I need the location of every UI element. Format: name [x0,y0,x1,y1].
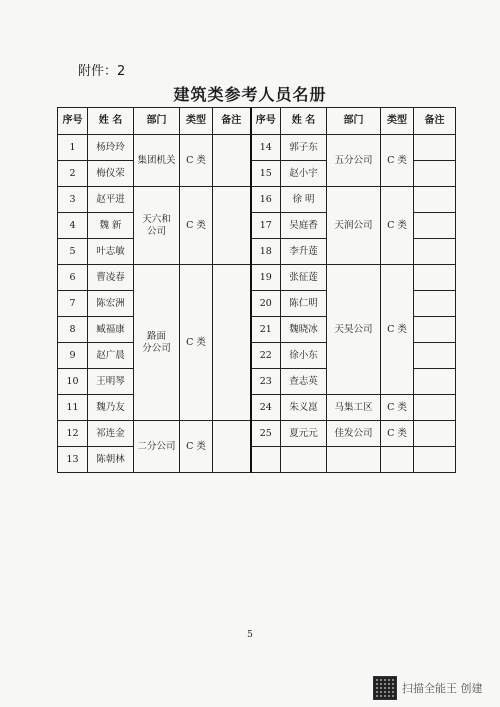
row-name: 陈朝林 [88,447,134,473]
dept-cell: 佳发公司 [327,421,381,447]
table-row [58,187,456,213]
row-no: 25 [251,421,281,447]
note-cell [414,317,456,343]
empty-cell [251,447,281,473]
row-name: 夏元元 [281,421,327,447]
note-cell [414,161,456,187]
row-no: 5 [58,239,88,265]
row-name: 朱义崑 [281,395,327,421]
type-cell: C 类 [180,135,213,187]
header-type-left: 类型 [180,108,213,135]
row-name: 徐小东 [281,343,327,369]
row-name: 叶志敏 [88,239,134,265]
empty-cell [281,447,327,473]
note-cell [414,369,456,395]
dept-cell: 天昊公司 [327,265,381,395]
empty-cell [327,447,381,473]
row-no: 15 [251,161,281,187]
header-type-right: 类型 [381,108,414,135]
note-cell [414,421,456,447]
header-dept-right: 部门 [327,108,381,135]
row-no: 22 [251,343,281,369]
header-note-right: 备注 [414,108,456,135]
dept-cell: 二分公司 [134,421,180,473]
row-no: 4 [58,213,88,239]
type-cell: C 类 [381,421,414,447]
row-name: 魏 新 [88,213,134,239]
type-cell: C 类 [381,395,414,421]
note-cell [414,343,456,369]
row-name: 魏乃友 [88,395,134,421]
roster-table [57,107,456,473]
note-cell [414,395,456,421]
row-name: 曹凌春 [88,265,134,291]
row-name: 查志英 [281,369,327,395]
qr-code-icon [373,676,397,700]
row-name: 王明琴 [88,369,134,395]
dept-cell: 马集工区 [327,395,381,421]
note-cell [414,239,456,265]
row-no: 10 [58,369,88,395]
row-no: 3 [58,187,88,213]
table-row [58,395,456,421]
row-name: 吴庭香 [281,213,327,239]
row-no: 8 [58,317,88,343]
note-cell [414,291,456,317]
dept-cell: 五分公司 [327,135,381,187]
row-name: 张征莲 [281,265,327,291]
row-name: 李升莲 [281,239,327,265]
row-name: 杨玲玲 [88,135,134,161]
type-cell: C 类 [180,421,213,473]
header-name-right: 姓 名 [281,108,327,135]
row-no: 17 [251,213,281,239]
dept-cell: 天润公司 [327,187,381,265]
header-no-left: 序号 [58,108,88,135]
row-name: 赵广晨 [88,343,134,369]
dept-cell: 路面 分公司 [134,265,180,421]
row-no: 21 [251,317,281,343]
dept-cell: 集团机关 [134,135,180,187]
row-no: 20 [251,291,281,317]
note-cell [213,187,251,265]
row-no: 7 [58,291,88,317]
type-cell: C 类 [381,187,414,265]
empty-cell [414,447,456,473]
table-row [58,265,456,291]
row-no: 24 [251,395,281,421]
page-number: 5 [247,630,253,640]
type-cell: C 类 [381,265,414,395]
watermark-text: 扫描全能王 创建 [402,682,483,695]
table-row [58,421,456,447]
row-no: 11 [58,395,88,421]
row-no: 6 [58,265,88,291]
row-name: 徐 明 [281,187,327,213]
row-name: 陈仁明 [281,291,327,317]
note-cell [414,265,456,291]
row-name: 臧福康 [88,317,134,343]
row-name: 郭子东 [281,135,327,161]
empty-cell [381,447,414,473]
table-row [58,135,456,161]
row-name: 梅仪荣 [88,161,134,187]
note-cell [213,421,251,473]
dept-cell: 天六和 公司 [134,187,180,265]
row-name: 赵小宇 [281,161,327,187]
row-name: 陈宏洲 [88,291,134,317]
type-cell: C 类 [180,265,213,421]
row-name: 赵平进 [88,187,134,213]
note-cell [414,187,456,213]
note-cell [213,135,251,187]
row-no: 18 [251,239,281,265]
row-no: 13 [58,447,88,473]
note-cell [414,213,456,239]
note-cell [213,265,251,421]
row-no: 12 [58,421,88,447]
header-name-left: 姓 名 [88,108,134,135]
row-no: 23 [251,369,281,395]
row-no: 19 [251,265,281,291]
row-name: 祁连金 [88,421,134,447]
row-no: 9 [58,343,88,369]
row-no: 2 [58,161,88,187]
table-header-row [58,108,456,135]
attachment-label: 附件：2 [78,64,126,79]
row-no: 1 [58,135,88,161]
page-title: 建筑类参考人员名册 [173,85,327,104]
type-cell: C 类 [180,187,213,265]
row-name: 魏晓冰 [281,317,327,343]
header-dept-left: 部门 [134,108,180,135]
type-cell: C 类 [381,135,414,187]
table-row [58,447,456,473]
row-no: 16 [251,187,281,213]
header-note-left: 备注 [213,108,251,135]
row-no: 14 [251,135,281,161]
note-cell [414,135,456,161]
header-no-right: 序号 [251,108,281,135]
scanner-watermark [373,676,483,700]
